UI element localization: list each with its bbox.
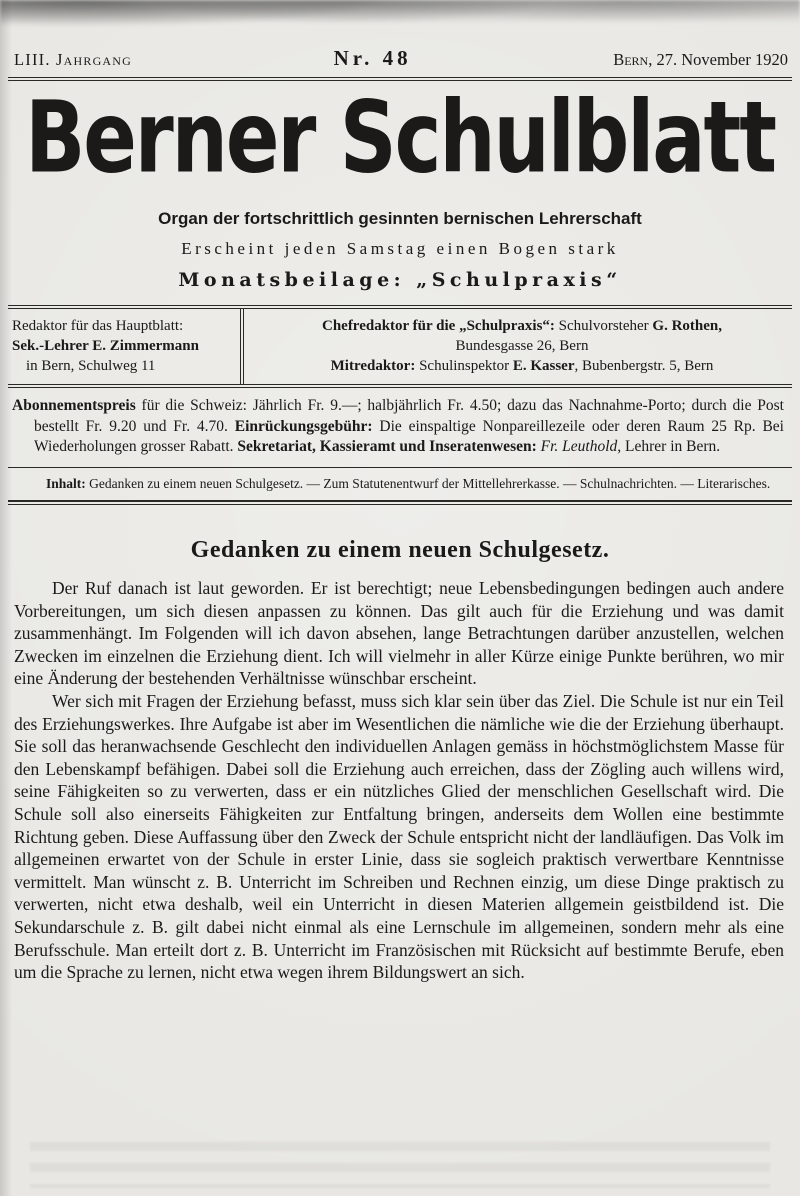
co-editor-title: Schulinspektor [415,358,513,374]
chief-editor-address: Bundesgasse 26, Bern [455,338,589,354]
co-editor-name: E. Kasser [512,358,575,374]
issue-number: Nr. 48 [333,46,412,70]
article-title: Gedanken zu einem neuen Schulgesetz. [190,537,610,563]
supplement-line: Monatsbeilage: „Schulpraxis“ [178,269,622,291]
issue-header [0,0,800,77]
editor-main-name: Sek.-Lehrer E. Zimmermann [12,338,199,354]
subscription-price-label: Abonnementspreis [12,397,136,414]
insertion-fee-text: Die einspaltige Nonpareillezeile oder deren Raum 25 Rp. Bei Wiederholungen grosser Rabatt. [34,417,784,455]
masthead [0,79,800,291]
co-editor-role: Mitredaktor: [330,358,416,374]
secretariat-label: Sekretariat, Kassieramt und Inseratenwesen: [237,438,537,455]
masthead-title: Berner Schulblatt [25,79,775,195]
secretary-name: Fr. Leuthold, [540,438,622,455]
editorial-box [0,309,800,384]
organ-line: Organ der fortschrittlich gesinnten bernischen Lehrerschaft [158,209,642,228]
article-paragraph-1: Der Ruf danach ist laut geworden. Er ist berechtigt; neue Lebensbedingungen bedingen auch andere Vorbereitungen, um sich diesen anpassen zu können. Das gilt auch für die Erziehung und was damit zusammenhängt. Im Folgenden will ich davon absehen, lange Betrachtungen darüber anzustellen, welchen Zwecken im einzelnen die Erziehung dient. Ich will vielmehr in aller Kürze einige Punkte berühren, wo mir eine Änderung der bestehenden Verhältnisse wünschbar erscheint. [14,578,784,689]
contents-line [0,468,800,501]
editor-schulpraxis-block [244,316,800,376]
chief-editor-line [254,316,790,336]
place-date [613,50,788,70]
editor-main-role: Redaktor für das Hauptblatt: [12,318,184,334]
contents-text: Gedanken zu einem neuen Schulgesetz. — Zum Statutenentwurf der Mittellehrerkasse. — Schulnachrichten. — Literarisches. [85,475,771,491]
contents-label: Inhalt: [46,475,86,491]
co-editor-address: , Bubenbergstr. 5, Bern [574,358,714,374]
date-label: 27. November 1920 [656,50,788,69]
co-editor-line [254,356,790,376]
schedule-line: Erscheint jeden Samstag einen Bogen stark [181,239,619,258]
secretary-role: Lehrer in Bern. [621,438,721,455]
contents-rule [8,500,792,505]
volume-label: LIII. Jahrgang [14,50,133,69]
subscription-notice [0,388,800,467]
chief-editor-name: G. Rothen, [652,318,722,334]
article-paragraph-2: Wer sich mit Fragen der Erziehung befasst, muss sich klar sein über das Ziel. Die Schule ist nur ein Teil des Erziehungswerkes. Ihre Aufgabe ist aber im Wesentlichen die nämliche wie die der Erziehung überhaupt. Sie soll das heranwachsende Geschlecht den individuellen Anlagen gemäss in höchstmöglichstem Masse für den Lebenskampf befähigen. Dabei soll die Erziehung auch erreichen, dass der Zögling auch willens wird, seine Fähigkeiten so zu verwerten, dass er ein nützliches Glied der menschlichen Gesellschaft wird. Die Schule soll also einerseits Fähigkeiten zur Entfaltung bringen, anderseits dem Wollen eine bestimmte Richtung geben. Diese Auffassung über den Zweck der Schule entspricht nicht der landläufigen. Das Volk im allgemeinen erwartet von der Schule in erster Linie, dass sie sogleich praktisch verwertbare Kenntnisse vermittelt. Man wünscht z. B. Unterricht im Schreiben und Rechnen einzig, um diese Dinge praktisch zu verwerten, nicht etwa deshalb, weil ein Unterricht in diesen Materien allgemein geistbildend ist. Die Sekundarschule z. B. gilt dabei nicht einmal als eine Lernschule im allgemeinen, sondern mehr als eine Berufsschule. Man erteilt dort z. B. Unterricht im Französischen mit Rücksicht auf bestimmte Berufe, eben um die Sprache zu lernen, nicht etwa wegen ihrem Bildungswert an sich. [14,690,784,983]
lead-article [0,537,800,984]
chief-editor-title: Schulvorsteher [554,318,653,334]
editor-main-block [0,316,240,376]
editor-main-address: in Bern, Schulweg 11 [26,358,156,374]
chief-editor-role: Chefredaktor für die „Schulpraxis“: [321,318,555,334]
place-label: Bern, [613,50,653,69]
bleed-through-ghost [30,1142,770,1188]
subscription-price-text: für die Schweiz: Jährlich Fr. 9.—; halbjährlich Fr. 4.50; dazu das Nachnahme-Porto; durch die Post bestellt Fr. 9.20 und Fr. 4.70. [34,397,784,435]
insertion-fee-label: Einrückungsgebühr: [234,417,373,435]
